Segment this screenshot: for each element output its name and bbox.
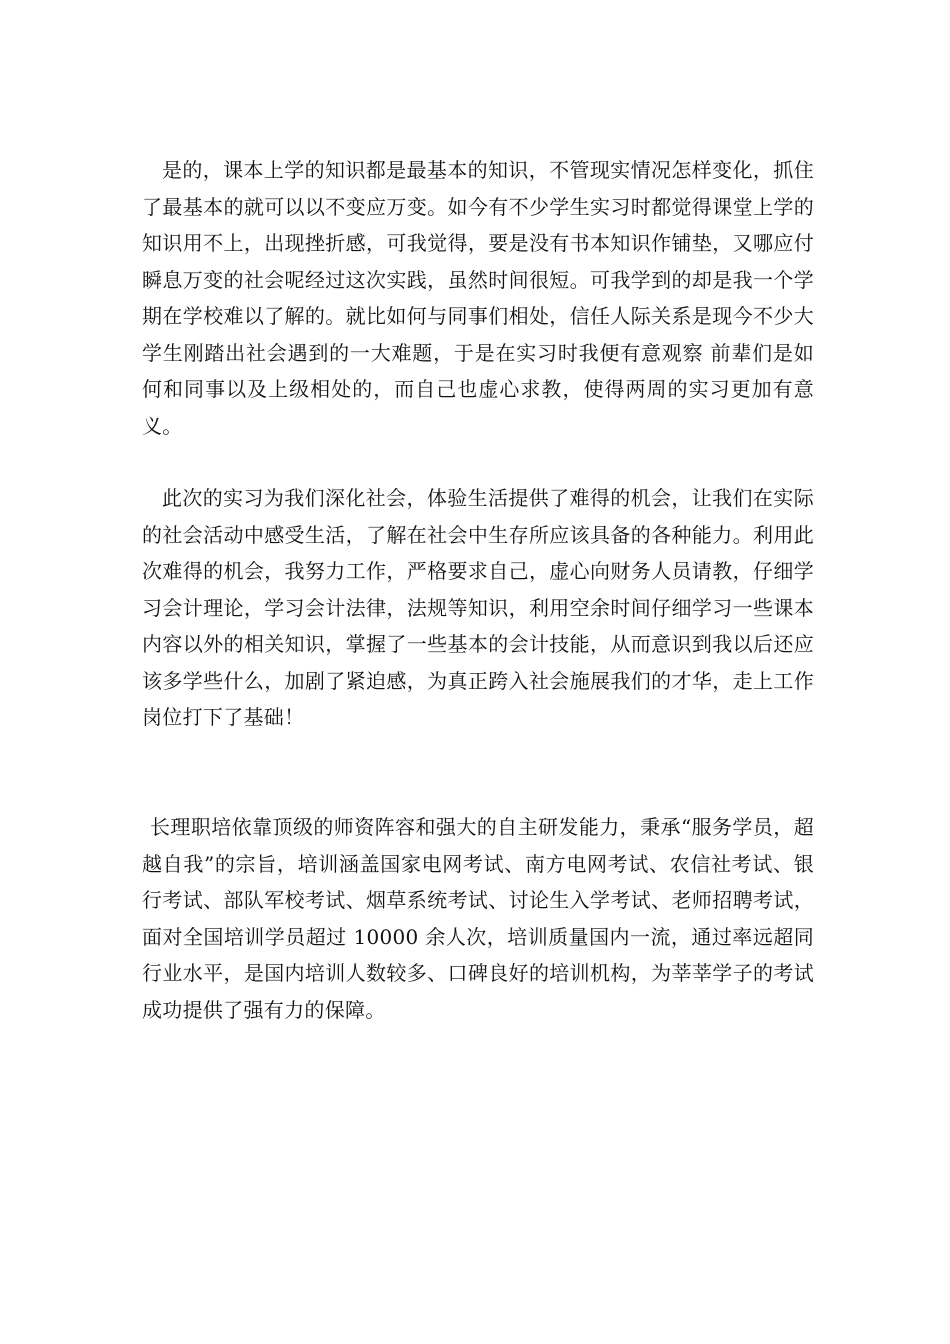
paragraph-training-institution: 长理职培依靠顶级的师资阵容和强大的自主研发能力，秉承“服务学员，超越自我”的宗旨，培训涵盖国家电网考试、南方电网考试、农信社考试、银行考试、部队军校考试、烟草系统考试、讨论生入学考试、老师招聘考试，面对全国培训学员超过 10000 余人次，培训质量国内一流，通过率远超同行业水平，是国内培训人数较多、口碑良好的培训机构，为莘莘学子的考试成功提供了强有力的保障。: [142, 815, 814, 1022]
paragraph-internship-opportunity: 此次的实习为我们深化社会，体验生活提供了难得的机会，让我们在实际的社会活动中感受生活，了解在社会中生存所应该具备的各种能力。利用此次难得的机会，我努力工作，严格要求自己，虚心向财务人员请教，仔细学习会计理论，学习会计法律，法规等知识，利用空余时间仔细学习一些课本内容以外的相关知识，掌握了一些基本的会计技能，从而意识到我以后还应该多学些什么，加剧了紧迫感，为真正跨入社会施展我们的才华，走上工作岗位打下了基础！: [142, 486, 814, 729]
paragraph-internship-knowledge: 是的，课本上学的知识都是最基本的知识，不管现实情况怎样变化，抓住了最基本的就可以以不变应万变。如今有不少学生实习时都觉得课堂上学的知识用不上，出现挫折感，可我觉得，要是没有书本知识作铺垫，又哪应付瞬息万变的社会呢经过这次实践，虽然时间很短。可我学到的却是我一个学期在学校难以了解的。就比如何与同事们相处，信任人际关系是现今不少大学生刚踏出社会遇到的一大难题，于是在实习时我便有意观察 前辈们是如何和同事以及上级相处的，而自己也虚心求教，使得两周的实习更加有意义。: [142, 158, 814, 438]
